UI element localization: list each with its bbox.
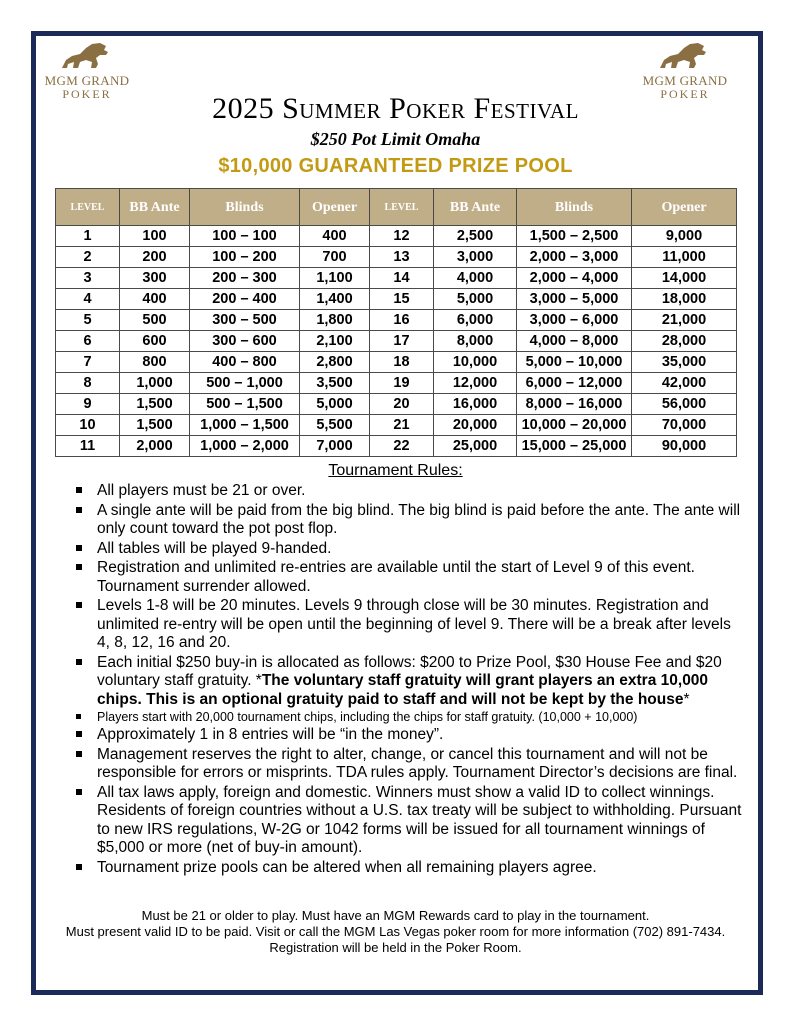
table-cell: 1,800 (300, 310, 370, 331)
col-header-bb-ante: BB Ante (434, 189, 517, 226)
table-cell: 35,000 (632, 352, 737, 373)
table-cell: 5,500 (300, 415, 370, 436)
logo-brand: MGM GRAND (642, 73, 728, 88)
rule-item: Approximately 1 in 8 entries will be “in the money”. (75, 726, 745, 745)
table-cell: 4 (56, 289, 120, 310)
col-header-level: LEVEL (370, 189, 434, 226)
footer-line: Must present valid ID to be paid. Visit or call the MGM Las Vegas poker room for more information (702) 891-7434. Registration will be held in the Poker Room. (65, 924, 726, 955)
rule-item (75, 654, 745, 710)
table-cell: 1,400 (300, 289, 370, 310)
col-header-opener: Opener (632, 189, 737, 226)
table-row (56, 226, 737, 247)
rule-item: Players start with 20,000 tournament chips, including the chips for staff gratuity. (10,000 + 10,000) (75, 710, 745, 725)
event-subtitle: $250 Pot Limit Omaha (310, 129, 481, 149)
page-title: 2025 Summer Poker Festival (212, 92, 579, 125)
logo-brand: MGM GRAND (44, 73, 130, 88)
table-cell: 7 (56, 352, 120, 373)
col-header-level: LEVEL (56, 189, 120, 226)
table-cell: 10,000 – 20,000 (517, 415, 632, 436)
table-cell: 28,000 (632, 331, 737, 352)
table-cell: 500 – 1,000 (190, 373, 300, 394)
gratuity-note: The voluntary staff gratuity will grant players an extra 10,000 chips. This is an optional gratuity paid to staff and will not be kept by the house (97, 672, 709, 708)
table-cell: 18,000 (632, 289, 737, 310)
logo-sub: POKER (62, 87, 112, 101)
table-cell: 2,000 – 4,000 (517, 268, 632, 289)
table-cell: 2,500 (434, 226, 517, 247)
col-header-blinds: Blinds (190, 189, 300, 226)
table-header-row (56, 189, 737, 226)
table-cell: 9 (56, 394, 120, 415)
table-cell: 3,000 – 6,000 (517, 310, 632, 331)
table-cell: 200 (120, 247, 190, 268)
table-cell: 6,000 – 12,000 (517, 373, 632, 394)
table-cell: 18 (370, 352, 434, 373)
rule-item: All tables will be played 9-handed. (75, 540, 745, 559)
table-cell: 2 (56, 247, 120, 268)
table-cell: 21,000 (632, 310, 737, 331)
rule-item: Registration and unlimited re-entries are available until the start of Level 9 of this event. Tournament surrender allowed. (75, 559, 745, 596)
table-cell: 4,000 – 8,000 (517, 331, 632, 352)
rules-heading: Tournament Rules: (328, 462, 463, 479)
rule-item: All tax laws apply, foreign and domestic. Winners must show a valid ID to collect winnings. Residents of foreign countries without a U.S. tax treaty will be subject to withholding. Pursuant to new IRS regulations, W-2G or 1042 forms will be issued for all tournament winnings of $5,000 or more (net of buy-in amount). (75, 784, 745, 858)
table-cell: 500 – 1,500 (190, 394, 300, 415)
table-cell: 9,000 (632, 226, 737, 247)
table-cell: 1,000 – 1,500 (190, 415, 300, 436)
table-cell: 25,000 (434, 436, 517, 457)
table-cell: 200 – 400 (190, 289, 300, 310)
lion-icon (654, 38, 716, 72)
table-cell: 400 (300, 226, 370, 247)
table-cell: 10 (56, 415, 120, 436)
table-cell: 3,000 (434, 247, 517, 268)
table-cell: 20 (370, 394, 434, 415)
table-cell: 56,000 (632, 394, 737, 415)
table-cell: 2,800 (300, 352, 370, 373)
rule-item: A single ante will be paid from the big blind. The big blind is paid before the ante. The ante will only count toward the pot post flop. (75, 502, 745, 539)
table-cell: 14 (370, 268, 434, 289)
table-cell: 100 – 200 (190, 247, 300, 268)
col-header-opener: Opener (300, 189, 370, 226)
table-cell: 4,000 (434, 268, 517, 289)
table-cell: 500 (120, 310, 190, 331)
rule-item: Levels 1-8 will be 20 minutes. Levels 9 through close will be 30 minutes. Registration and unlimited re-entry will be open until the beginning of level 9. There will be a break after levels 4, 8, 12, 16 and 20. (75, 597, 745, 653)
table-cell: 2,100 (300, 331, 370, 352)
table-cell: 5,000 – 10,000 (517, 352, 632, 373)
prize-pool-banner: $10,000 GUARANTEED PRIZE POOL (218, 155, 573, 177)
table-cell: 8 (56, 373, 120, 394)
blind-structure-table (55, 188, 737, 457)
table-cell: 8,000 – 16,000 (517, 394, 632, 415)
table-cell: 1,500 (120, 415, 190, 436)
table-row (56, 310, 737, 331)
table-row (56, 352, 737, 373)
table-cell: 200 – 300 (190, 268, 300, 289)
table-cell: 2,000 (120, 436, 190, 457)
table-row (56, 331, 737, 352)
table-cell: 700 (300, 247, 370, 268)
rule-item: Tournament prize pools can be altered when all remaining players agree. (75, 859, 745, 878)
asterisk: * (683, 690, 690, 708)
table-row (56, 394, 737, 415)
table-cell: 5 (56, 310, 120, 331)
table-cell: 1,100 (300, 268, 370, 289)
table-cell: 22 (370, 436, 434, 457)
logo-sub: POKER (660, 87, 710, 101)
table-cell: 100 (120, 226, 190, 247)
table-row (56, 436, 737, 457)
col-header-bb-ante: BB Ante (120, 189, 190, 226)
table-cell: 19 (370, 373, 434, 394)
table-cell: 70,000 (632, 415, 737, 436)
table-cell: 100 – 100 (190, 226, 300, 247)
table-cell: 1,500 (120, 394, 190, 415)
table-cell: 600 (120, 331, 190, 352)
table-cell: 1 (56, 226, 120, 247)
table-cell: 1,000 (120, 373, 190, 394)
table-cell: 300 – 500 (190, 310, 300, 331)
lion-icon (56, 38, 118, 72)
rules-list (75, 482, 745, 878)
table-row (56, 268, 737, 289)
table-cell: 2,000 – 3,000 (517, 247, 632, 268)
table-row (56, 247, 737, 268)
rule-item: Management reserves the right to alter, change, or cancel this tournament and will not be responsible for errors or misprints. TDA rules apply. Tournament Director’s decisions are final. (75, 746, 745, 783)
table-cell: 400 – 800 (190, 352, 300, 373)
table-cell: 6,000 (434, 310, 517, 331)
table-cell: 16 (370, 310, 434, 331)
table-cell: 3,500 (300, 373, 370, 394)
col-header-blinds: Blinds (517, 189, 632, 226)
table-cell: 3,000 – 5,000 (517, 289, 632, 310)
table-cell: 7,000 (300, 436, 370, 457)
table-cell: 400 (120, 289, 190, 310)
table-cell: 13 (370, 247, 434, 268)
table-cell: 800 (120, 352, 190, 373)
table-cell: 16,000 (434, 394, 517, 415)
table-cell: 14,000 (632, 268, 737, 289)
table-cell: 11 (56, 436, 120, 457)
rule-item: All players must be 21 or over. (75, 482, 745, 501)
table-cell: 20,000 (434, 415, 517, 436)
footer-notice (50, 908, 741, 956)
table-cell: 6 (56, 331, 120, 352)
footer-line: Must be 21 or older to play. Must have an MGM Rewards card to play in the tournament. (141, 908, 650, 923)
table-cell: 12 (370, 226, 434, 247)
table-cell: 3 (56, 268, 120, 289)
table-cell: 1,500 – 2,500 (517, 226, 632, 247)
table-cell: 5,000 (300, 394, 370, 415)
table-cell: 15 (370, 289, 434, 310)
table-cell: 11,000 (632, 247, 737, 268)
table-cell: 300 – 600 (190, 331, 300, 352)
table-cell: 10,000 (434, 352, 517, 373)
table-cell: 1,000 – 2,000 (190, 436, 300, 457)
table-cell: 12,000 (434, 373, 517, 394)
table-cell: 90,000 (632, 436, 737, 457)
table-cell: 15,000 – 25,000 (517, 436, 632, 457)
rule-text: Each initial $250 buy-in is allocated as follows: $200 to Prize Pool, $30 House Fee and $20 voluntary staff gratuity. * (97, 653, 722, 689)
table-cell: 42,000 (632, 373, 737, 394)
table-cell: 8,000 (434, 331, 517, 352)
table-row (56, 289, 737, 310)
table-cell: 17 (370, 331, 434, 352)
table-row (56, 373, 737, 394)
table-cell: 21 (370, 415, 434, 436)
table-cell: 300 (120, 268, 190, 289)
table-row (56, 415, 737, 436)
table-cell: 5,000 (434, 289, 517, 310)
